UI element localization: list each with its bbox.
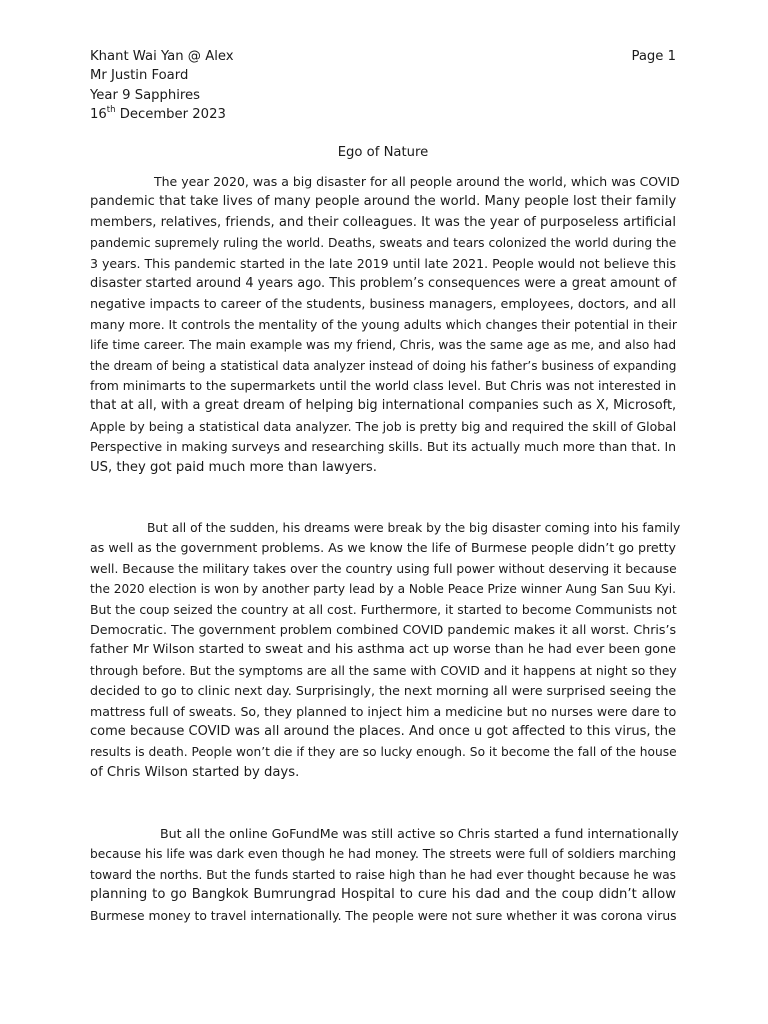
date-month-year: December 2023: [115, 106, 226, 122]
paragraph-line: But the coup seized the country at all cost. Furthermore, it started to become Communists not: [90, 602, 677, 617]
document-header: [90, 47, 234, 124]
document-title: Ego of Nature: [337, 145, 429, 160]
paragraph-line: But all the online GoFundMe was still active so Chris started a fund internationally: [160, 826, 679, 841]
paragraph-line: because his life was dark even though he had money. The streets were full of soldiers marching: [90, 847, 677, 862]
paragraph-line: that at all, with a great dream of helping big international companies such as X, Microsoft,: [90, 398, 677, 414]
paragraph-line: father Mr Wilson started to sweat and his asthma act up worse than he had ever been gone: [90, 642, 677, 658]
paragraph-line: Democratic. The government problem combined COVID pandemic makes it all worst. Chris’s: [90, 622, 677, 638]
date-day: 16: [90, 106, 107, 122]
paragraph-line: toward the norths. But the funds started to raise high than he had ever thought because he was: [90, 867, 676, 882]
paragraph-line: disaster started around 4 years ago. This problem’s consequences were a great amount of: [90, 276, 677, 292]
paragraph-line: Burmese money to travel internationally. The people were not sure whether it was corona virus: [90, 908, 677, 923]
page-number: Page 1: [631, 49, 676, 64]
paragraph-line: 3 years. This pandemic started in the late 2019 until late 2021. People would not believe this: [90, 255, 677, 271]
paragraph-line: pandemic that take lives of many people around the world. Many people lost their family: [90, 194, 677, 210]
paragraph-line: Perspective in making surveys and researching skills. But its actually much more than that. In: [90, 439, 677, 455]
body-paragraph-1: [90, 172, 680, 478]
body-paragraph-3: [90, 824, 679, 926]
paragraph-line: negative impacts to career of the students, business managers, employees, doctors, and all: [90, 296, 676, 312]
paragraph-line: Apple by being a statistical data analyzer. The job is pretty big and required the skill of Global: [90, 418, 677, 434]
paragraph-line: decided to go to clinic next day. Surprisingly, the next morning all were surprised seeing the: [90, 683, 677, 699]
paragraph-line: come because COVID was all around the places. And once u got affected to this virus, the: [90, 724, 676, 740]
paragraph-line: the 2020 election is won by another party lead by a Noble Peace Prize winner Aung San Suu Kyi.: [90, 582, 676, 597]
date-suffix: th: [106, 104, 116, 115]
paragraph-line: mattress full of sweats. So, they planned to inject him a medicine but no nurses were dare to: [90, 703, 677, 719]
document-date: [90, 105, 234, 124]
paragraph-line: pandemic supremely ruling the world. Deaths, sweats and tears colonized the world during the: [90, 236, 677, 251]
paragraph-line: the dream of being a statistical data analyzer instead of doing his father’s business of expanding: [90, 358, 677, 373]
paragraph-line: US, they got paid much more than lawyers.: [90, 459, 377, 475]
paragraph-line: results is death. People won’t die if they are so lucky enough. So it become the fall of the house: [90, 745, 677, 760]
paragraph-line: members, relatives, friends, and their colleagues. It was the year of purposeless artificial: [90, 214, 676, 230]
paragraph-line: from minimarts to the supermarkets until the world class level. But Chris was not interested in: [90, 378, 677, 394]
body-paragraph-2: [90, 518, 681, 783]
paragraph-line: life time career. The main example was my friend, Chris, was the same age as me, and also had: [90, 338, 677, 353]
class-name: Year 9 Sapphires: [90, 87, 201, 103]
paragraph-line: as well as the government problems. As we know the life of Burmese people didn’t go pretty: [90, 540, 676, 556]
teacher-name: Mr Justin Foard: [90, 68, 189, 84]
author-name: Khant Wai Yan @ Alex: [90, 49, 234, 64]
paragraph-line: But all of the sudden, his dreams were break by the big disaster coming into his family: [147, 521, 681, 535]
paragraph-line: planning to go Bangkok Bumrungrad Hospital to cure his dad and the coup didn’t allow: [90, 887, 676, 903]
paragraph-line: The year 2020, was a big disaster for all people around the world, which was COVID: [154, 174, 680, 189]
paragraph-line: many more. It controls the mentality of the young adults which changes their potential in their: [90, 317, 677, 332]
paragraph-line: through before. But the symptoms are all the same with COVID and it happens at night so they: [90, 663, 677, 678]
paragraph-line: of Chris Wilson started by days.: [90, 764, 300, 780]
paragraph-line: well. Because the military takes over the country using full power without deserving it because: [90, 561, 677, 576]
